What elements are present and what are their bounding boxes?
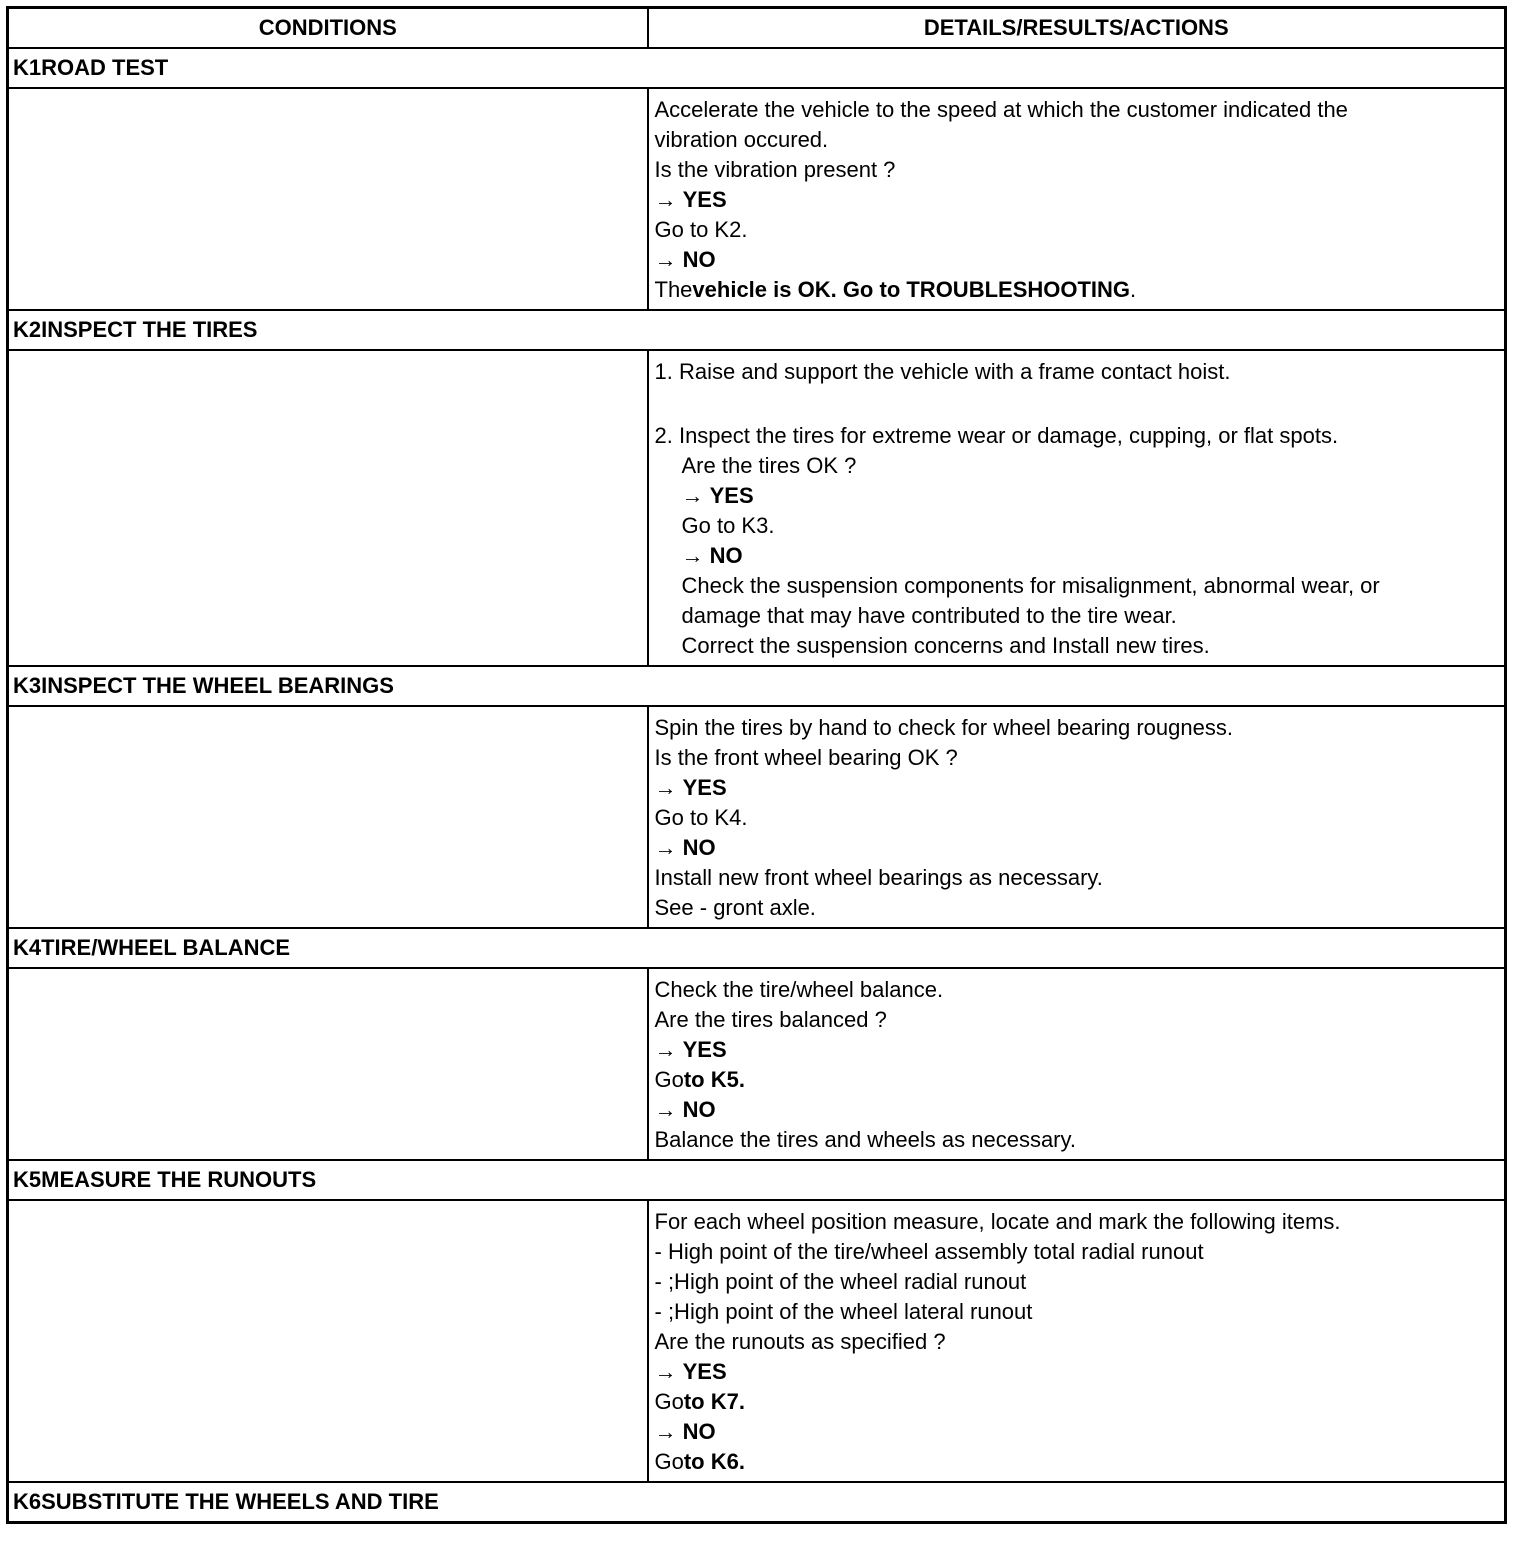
step-k3-detail-row <box>8 706 1506 928</box>
step-k1-details-cell <box>648 88 1506 310</box>
right-arrow-icon: → <box>654 835 677 860</box>
step-k1-title: K1ROAD TEST <box>8 48 1506 88</box>
right-arrow-icon: → <box>654 1359 677 1384</box>
no-label: NO <box>682 1097 716 1122</box>
right-arrow-icon: → <box>654 1037 677 1062</box>
step-k3-title-row <box>8 666 1506 706</box>
step-k5-conditions-cell <box>8 1200 648 1482</box>
step-k1-detail-row <box>8 88 1506 310</box>
step-k5-title-row <box>8 1160 1506 1200</box>
table-header-row <box>8 8 1506 49</box>
step-k5-question: Are the runouts as specified ? <box>654 1329 946 1354</box>
step-k6-title-row <box>8 1482 1506 1523</box>
step-k3-title: K3INSPECT THE WHEEL BEARINGS <box>8 666 1506 706</box>
step-k2-question: Are the tires OK ? <box>681 453 857 478</box>
no-action-suffix: . <box>1130 277 1137 302</box>
yes-label: YES <box>682 775 727 800</box>
step-k2-title-row <box>8 310 1506 350</box>
step-k4-title-row <box>8 928 1506 968</box>
right-arrow-icon: → <box>654 187 677 212</box>
step-k1-conditions-cell <box>8 88 648 310</box>
step-k2-no-line3: Correct the suspension concerns and Install new tires. <box>681 633 1210 658</box>
right-arrow-icon: → <box>654 775 677 800</box>
step-k4-line1: Check the tire/wheel balance. <box>654 977 944 1002</box>
yes-action-bold: to K5. <box>683 1067 745 1092</box>
yes-label: YES <box>682 1037 727 1062</box>
step-k1-title-row <box>8 48 1506 88</box>
step-k5-no-action <box>655 1447 1499 1477</box>
step-k3-conditions-cell <box>8 706 648 928</box>
step-k2-yes-action: Go to K3. <box>681 513 775 538</box>
no-label: NO <box>682 1419 716 1444</box>
details-header: DETAILS/RESULTS/ACTIONS <box>648 8 1506 49</box>
yes-label: YES <box>709 483 754 508</box>
step-k5-details-cell <box>648 1200 1506 1482</box>
step-k1-no-branch <box>655 245 1499 275</box>
no-action-bold: vehicle is OK. Go to TROUBLESHOOTING <box>692 277 1131 302</box>
yes-action-prefix: Go <box>654 1067 684 1092</box>
diagnostic-table <box>6 6 1507 1524</box>
step-k2-no-line2: damage that may have contributed to the tire wear. <box>681 603 1177 628</box>
conditions-header: CONDITIONS <box>8 8 648 49</box>
no-label: NO <box>682 835 716 860</box>
step-k5-item3: - ;High point of the wheel lateral runout <box>654 1299 1033 1324</box>
step-k5-yes-action <box>655 1387 1499 1417</box>
step-k4-no-branch <box>655 1095 1499 1125</box>
step-k5-item2: - ;High point of the wheel radial runout <box>654 1269 1027 1294</box>
step-k2-no-line1: Check the suspension components for misalignment, abnormal wear, or <box>681 573 1380 598</box>
right-arrow-icon: → <box>654 1419 677 1444</box>
step-k3-no-line1: Install new front wheel bearings as necessary. <box>654 865 1103 890</box>
step-k2-no-branch <box>655 541 1499 571</box>
step-k3-question: Is the front wheel bearing OK ? <box>654 745 958 770</box>
right-arrow-icon: → <box>654 1097 677 1122</box>
step-k5-item1: - High point of the tire/wheel assembly total radial runout <box>654 1239 1204 1264</box>
step-k5-yes-branch <box>655 1357 1499 1387</box>
step-k5-line1: For each wheel position measure, locate and mark the following items. <box>654 1209 1341 1234</box>
step-k3-details-cell <box>648 706 1506 928</box>
step-k4-conditions-cell <box>8 968 648 1160</box>
step-k2-item1: 1. Raise and support the vehicle with a frame contact hoist. <box>654 359 1231 384</box>
step-k1-line2: vibration occured. <box>654 127 829 152</box>
step-k4-yes-branch <box>655 1035 1499 1065</box>
step-k5-detail-row <box>8 1200 1506 1482</box>
step-k2-details-cell <box>648 350 1506 666</box>
step-k5-no-branch <box>655 1417 1499 1447</box>
step-k4-question: Are the tires balanced ? <box>654 1007 887 1032</box>
right-arrow-icon: → <box>681 543 704 568</box>
step-k3-no-line2: See - gront axle. <box>654 895 816 920</box>
step-k6-title: K6SUBSTITUTE THE WHEELS AND TIRE <box>8 1482 1506 1523</box>
no-action-bold: to K6. <box>683 1449 745 1474</box>
yes-label: YES <box>682 187 727 212</box>
step-k5-title: K5MEASURE THE RUNOUTS <box>8 1160 1506 1200</box>
no-action-prefix: The <box>654 277 693 302</box>
step-k2-detail-row <box>8 350 1506 666</box>
step-k4-detail-row <box>8 968 1506 1160</box>
step-k4-title: K4TIRE/WHEEL BALANCE <box>8 928 1506 968</box>
step-k4-no-action: Balance the tires and wheels as necessary. <box>654 1127 1076 1152</box>
step-k1-question: Is the vibration present ? <box>654 157 896 182</box>
step-k3-line1: Spin the tires by hand to check for wheel bearing rougness. <box>654 715 1233 740</box>
step-k3-no-branch <box>655 833 1499 863</box>
step-k1-no-action <box>655 275 1499 305</box>
yes-action-prefix: Go <box>654 1389 684 1414</box>
spacer <box>655 387 1499 421</box>
right-arrow-icon: → <box>654 247 677 272</box>
step-k4-details-cell <box>648 968 1506 1160</box>
step-k4-yes-action <box>655 1065 1499 1095</box>
step-k2-conditions-cell <box>8 350 648 666</box>
yes-action-bold: to K7. <box>683 1389 745 1414</box>
step-k2-title: K2INSPECT THE TIRES <box>8 310 1506 350</box>
step-k3-yes-branch <box>655 773 1499 803</box>
step-k1-yes-branch <box>655 185 1499 215</box>
step-k2-item2: 2. Inspect the tires for extreme wear or damage, cupping, or flat spots. <box>654 423 1339 448</box>
yes-label: YES <box>682 1359 727 1384</box>
step-k3-yes-action: Go to K4. <box>654 805 748 830</box>
step-k1-line1: Accelerate the vehicle to the speed at which the customer indicated the <box>654 97 1348 122</box>
right-arrow-icon: → <box>681 483 704 508</box>
step-k1-yes-action: Go to K2. <box>654 217 748 242</box>
no-label: NO <box>682 247 716 272</box>
no-label: NO <box>709 543 743 568</box>
no-action-prefix: Go <box>654 1449 684 1474</box>
step-k2-yes-branch <box>655 481 1499 511</box>
